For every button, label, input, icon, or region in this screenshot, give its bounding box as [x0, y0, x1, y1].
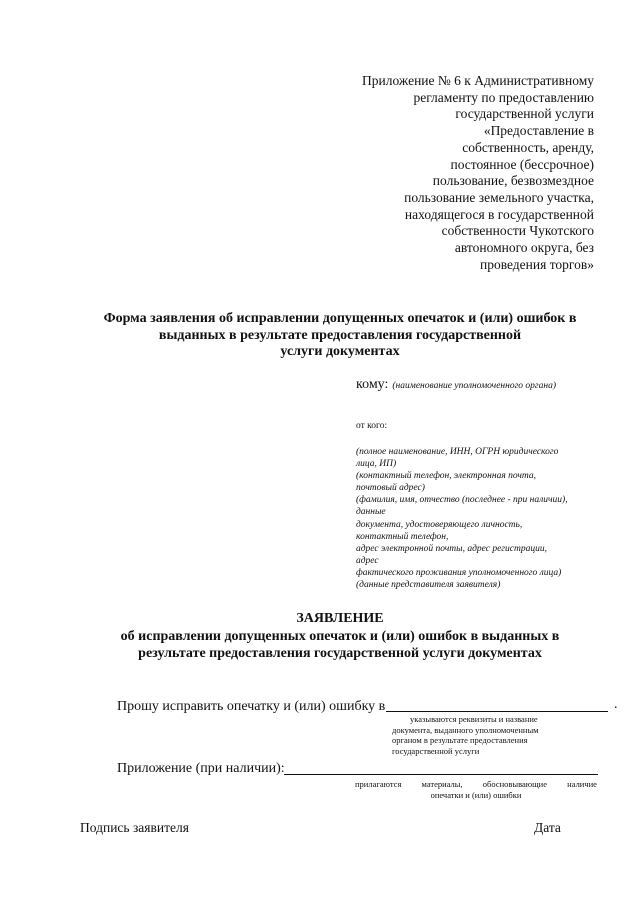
- attachment-hint-line: опечатки и (или) ошибки: [430, 789, 522, 800]
- recipient-hint: (наименование уполномоченного органа): [392, 381, 557, 391]
- appendix-line: «Предоставление в: [483, 123, 594, 139]
- sender-hint-line: адрес: [356, 555, 379, 566]
- sender-hints: [356, 446, 606, 591]
- form-title-line: Форма заявления об исправлении допущенных опечаток и (или) ошибок в: [103, 311, 577, 326]
- appendix-line: пользование, безвозмездное: [432, 173, 594, 189]
- request-end-dot: .: [614, 697, 618, 712]
- sender-hint-line: почтовый адрес): [356, 483, 425, 494]
- appendix-reference: [334, 73, 594, 273]
- form-title-line: выданных в результате предоставления государственной: [158, 327, 522, 343]
- declaration-subtitle: [60, 628, 620, 662]
- form-title: [60, 311, 620, 361]
- declaration-subtitle-line: об исправлении допущенных опечаток и (или) ошибок в выданных в: [120, 629, 560, 644]
- attachment-hint-word: обосновывающие: [482, 779, 548, 789]
- document-details-hint-line: документа, выданного уполномоченным: [392, 724, 539, 735]
- declaration-title: ЗАЯВЛЕНИЕ: [296, 611, 384, 626]
- sender-hint-line: документа, удостоверяющего личность,: [356, 519, 523, 530]
- sender-label: от кого:: [356, 421, 388, 431]
- appendix-line: государственной услуги: [455, 106, 594, 122]
- attachment-hint-word: наличие: [567, 779, 597, 789]
- appendix-line: собственности Чукотского: [441, 223, 594, 239]
- date-label: Дата: [534, 820, 561, 835]
- attachment-text: Приложение (при наличии):: [117, 761, 285, 776]
- sender-hint-line: (данные представителя заявителя): [356, 580, 501, 591]
- appendix-line: пользование земельного участка,: [404, 189, 594, 205]
- sender-hint-line: лица, ИП): [356, 459, 397, 470]
- form-title-line: услуги документах: [280, 344, 400, 359]
- appendix-line: автономного округа, без: [454, 240, 594, 256]
- document-details-hint-line: указываются реквизиты и название: [410, 714, 538, 724]
- appendix-line: находящегося в государственной: [404, 206, 594, 222]
- attachment-hint: [355, 779, 597, 800]
- document-details-hint-line: государственной услуги: [392, 745, 480, 756]
- appendix-line: собственность, аренду,: [462, 139, 594, 155]
- sender-hint-line: контактный телефон,: [356, 531, 449, 542]
- attachment-field[interactable]: [284, 774, 598, 775]
- sender-hint-line: (полное наименование, ИНН, ОГРН юридического: [356, 447, 559, 457]
- sender-hint-line: (контактный телефон, электронная почта,: [356, 471, 536, 482]
- document-details-hint-line: органом в результате предоставления: [392, 735, 528, 745]
- appendix-line: проведения торгов»: [479, 256, 594, 272]
- sender-hint-line: данные: [356, 507, 386, 518]
- request-text: Прошу исправить опечатку и (или) ошибку в: [117, 699, 386, 714]
- attachment-hint-word: материалы,: [421, 779, 463, 789]
- attachment-hint-word: прилагаются: [355, 779, 402, 789]
- document-details-hint: [392, 714, 539, 756]
- signature-label: Подпись заявителя: [80, 820, 189, 835]
- recipient-label: кому:: [356, 377, 389, 392]
- appendix-line: постоянное (бессрочное): [450, 156, 594, 172]
- sender-hint-line: (фамилия, имя, отчество (последнее - при наличии),: [356, 495, 568, 506]
- sender-hint-line: фактического проживания уполномоченного лица): [356, 567, 562, 578]
- appendix-line: регламенту по предоставлению: [413, 89, 594, 105]
- appendix-line: Приложение № 6 к Административному: [362, 73, 594, 88]
- document-details-field[interactable]: [386, 711, 608, 712]
- recipient-block: [356, 375, 556, 393]
- sender-hint-line: адрес электронной почты, адрес регистрации,: [356, 543, 547, 554]
- declaration-subtitle-line: результате предоставления государственной услуги документах: [138, 646, 542, 661]
